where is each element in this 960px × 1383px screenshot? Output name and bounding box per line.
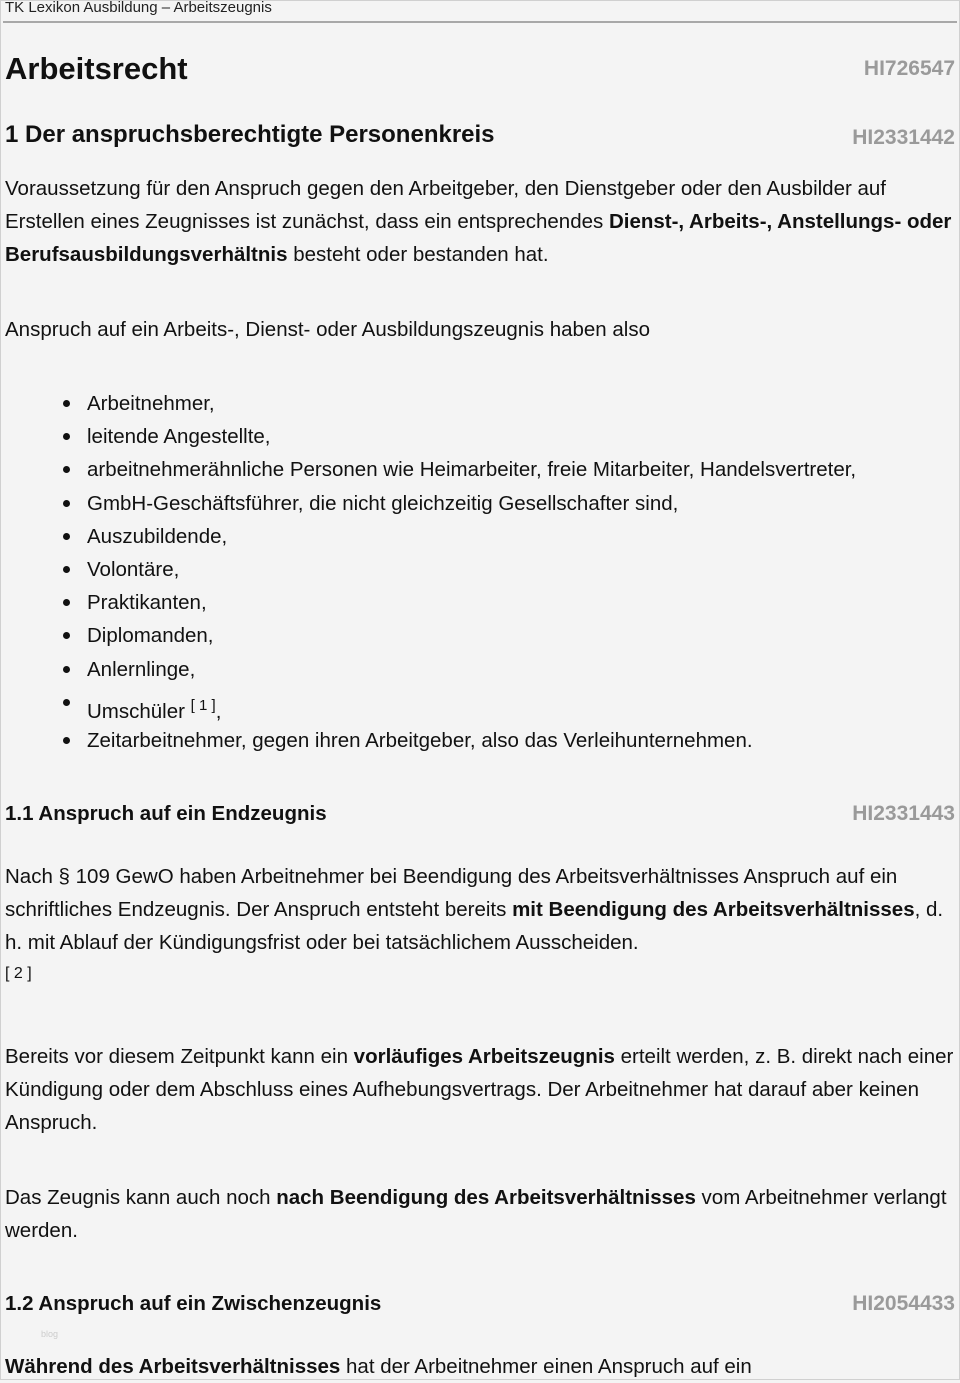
list-item: Praktikanten, xyxy=(5,586,957,619)
page-title xyxy=(5,51,957,87)
list-item xyxy=(5,686,957,724)
paragraph xyxy=(5,1181,957,1247)
document-header: TK Lexikon Ausbildung – Arbeitszeugnis xyxy=(5,0,272,16)
watermark: blog xyxy=(41,1329,59,1339)
section-id: HI2331443 xyxy=(852,802,955,825)
text: , xyxy=(215,699,222,723)
section-1-1-heading xyxy=(5,802,957,826)
section-id: HI2054433 xyxy=(852,1292,955,1315)
section-id: HI2331442 xyxy=(852,126,955,149)
text: Bereits vor diesem Zeitpunkt kann ein xyxy=(5,1045,354,1068)
list-item: GmbH-Geschäftsführer, die nicht gleichzeitig Gesellschafter sind, xyxy=(5,487,957,520)
list-item: arbeitnehmerähnliche Personen wie Heimarbeiter, freie Mitarbeiter, Handelsvertreter, xyxy=(5,453,957,486)
section-1-heading xyxy=(5,121,957,149)
list-item: Auszubildende, xyxy=(5,520,957,553)
list-item: Zeitarbeitnehmer, gegen ihren Arbeitgeber, also das Verleihunternehmen. xyxy=(5,724,957,757)
doc-id: HI726547 xyxy=(863,57,955,80)
paragraph xyxy=(5,860,957,959)
heading-text: 1.2 Anspruch auf ein Zwischenzeugnis xyxy=(5,1292,382,1315)
text: hat der Arbeitnehmer einen Anspruch auf ein xyxy=(340,1355,752,1378)
text: Voraussetzung für den Anspruch gegen den Arbeitgeber, den Dienstgeber oder den Ausbilder auf Erstellen eines Zeugnisses ist zunächst, dass ein entsprechendes xyxy=(5,177,886,233)
list-item: Anlernlinge, xyxy=(5,653,957,686)
bold-text: vorläufiges Arbeitszeugnis xyxy=(353,1045,615,1068)
text: , d. h. mit Ablauf der Kündigungsfrist oder bei tatsächlichem Ausscheiden. xyxy=(5,898,944,954)
list-item: leitende Angestellte, xyxy=(5,420,957,453)
bold-text: nach Beendigung des Arbeitsverhältnisses xyxy=(276,1186,696,1209)
section-1-2-heading xyxy=(5,1292,957,1316)
person-list xyxy=(5,387,957,757)
heading-text: 1 Der anspruchsberechtigte Personenkreis xyxy=(5,121,495,148)
header-divider xyxy=(3,21,957,23)
text: Umschüler xyxy=(87,699,185,723)
text: Das Zeugnis kann auch noch xyxy=(5,1186,277,1209)
list-item: Volontäre, xyxy=(5,553,957,586)
text: erteilt werden, z. B. direkt nach einer Kündigung oder dem Abschluss eines Aufhebungsvertrags. Der Arbeitnehmer hat darauf aber keinen Anspruch. xyxy=(5,1045,954,1134)
list-item: Arbeitnehmer, xyxy=(5,387,957,420)
footnote-ref-2[interactable]: [ 2 ] xyxy=(5,965,32,982)
footnote-ref-1[interactable]: [ 1 ] xyxy=(190,696,216,714)
list-item: Diplomanden, xyxy=(5,619,957,652)
bold-text: mit Beendigung des Arbeitsverhältnisses xyxy=(512,898,915,921)
paragraph xyxy=(5,172,957,271)
text: Nach § 109 GewO haben Arbeitnehmer bei Beendigung des Arbeitsverhältnisses Anspruch auf ein schriftliches Endzeugnis. Der Anspruch entsteht bereits xyxy=(5,865,898,921)
paragraph xyxy=(5,1350,957,1383)
paragraph: Anspruch auf ein Arbeits-, Dienst- oder Ausbildungszeugnis haben also xyxy=(5,318,651,341)
text: vom Arbeitnehmer verlangt werden. xyxy=(5,1186,947,1242)
title-text: Arbeitsrecht xyxy=(5,51,188,86)
bold-text: Dienst-, Arbeits-, Anstellungs- oder Berufsausbildungsverhältnis xyxy=(5,210,952,266)
text: besteht oder bestanden hat. xyxy=(287,243,549,266)
bold-text: Während des Arbeitsverhältnisses xyxy=(5,1355,341,1378)
paragraph xyxy=(5,1040,957,1139)
heading-text: 1.1 Anspruch auf ein Endzeugnis xyxy=(5,802,327,825)
